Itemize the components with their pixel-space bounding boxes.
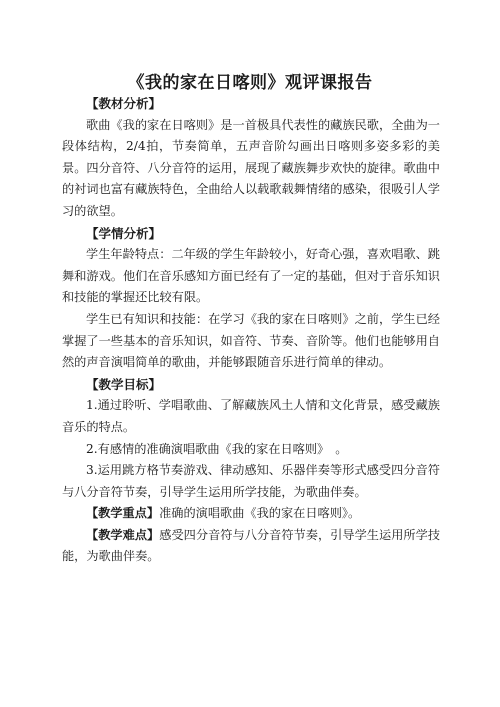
- section-heading-students: 【学情分析】: [86, 225, 162, 241]
- key-point-paragraph: [62, 503, 440, 525]
- document-body: [62, 93, 440, 568]
- goal-item-3: 3.运用跳方格节奏游戏、律动感知、乐器伴奏等形式感受四分音符与八分音符节奏，引导学生运用所学技能，为歌曲伴奏。: [62, 463, 440, 499]
- material-paragraph: 歌曲《我的家在日喀则》是一首极具代表性的藏族民歌，全曲为一段体结构，2/4拍，节奏简单，五声音阶勾画出日喀则多姿多彩的美景。四分音符、八分音符的运用，展现了藏族舞步欢快的旋律。歌曲中的衬词也富有藏族特色，全曲给人以载歌载舞情绪的感染，很吸引人学习的欲望。: [62, 117, 440, 218]
- goal-item-1: 1.通过聆听、学唱歌曲、了解藏族风土人情和文化背景，感受藏族音乐的特点。: [62, 398, 440, 434]
- section-heading-material: 【教材分析】: [86, 96, 162, 111]
- students-paragraph-age: 学生年龄特点：二年级的学生年龄较小，好奇心强，喜欢唱歌、跳舞和游戏。他们在音乐感知方面已经有了一定的基础，但对于音乐知识和技能的掌握还比较有限。: [62, 247, 440, 305]
- difficulty-text: 感受四分音符与八分音符节奏，引导学生运用所学技能，为歌曲伴奏。: [62, 527, 441, 564]
- section-heading-difficulty: 【教学难点】: [86, 527, 160, 542]
- difficulty-paragraph: [62, 525, 440, 568]
- page-title: 《我的家在日喀则》观评课报告: [127, 73, 373, 93]
- key-point-text: 准确的演唱歌曲《我的家在日喀则》。: [159, 506, 361, 521]
- section-heading-goals: 【教学目标】: [86, 376, 162, 392]
- section-heading-key-point: 【教学重点】: [86, 506, 160, 521]
- goal-item-2: 2.有感情的准确演唱歌曲《我的家在日喀则》 。: [86, 441, 348, 456]
- students-paragraph-knowledge: 学生已有知识和技能：在学习《我的家在日喀则》之前，学生已经掌握了一些基本的音乐知识，如音符、节奏、音阶等。他们也能够用自然的声音演唱简单的歌曲，并能够跟随音乐进行简单的律动。: [62, 311, 440, 370]
